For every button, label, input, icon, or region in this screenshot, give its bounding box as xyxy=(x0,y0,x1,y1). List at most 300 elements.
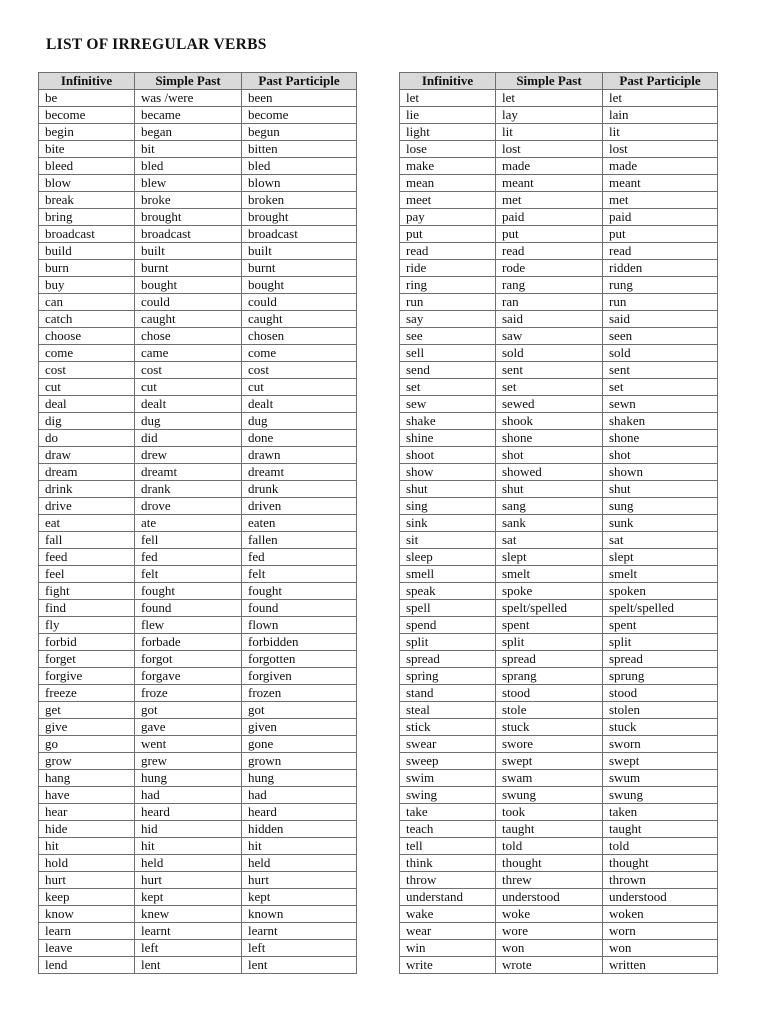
simple-past-cell: stuck xyxy=(496,719,603,736)
infinitive-cell: choose xyxy=(39,328,135,345)
simple-past-cell: forgave xyxy=(135,668,242,685)
past-participle-cell: slept xyxy=(603,549,718,566)
infinitive-cell: feel xyxy=(39,566,135,583)
table-row xyxy=(39,362,357,379)
past-participle-cell: done xyxy=(242,430,357,447)
header-infinitive: Infinitive xyxy=(39,73,135,90)
table-row xyxy=(39,141,357,158)
simple-past-cell: taught xyxy=(496,821,603,838)
table-row xyxy=(400,481,718,498)
infinitive-cell: put xyxy=(400,226,496,243)
table-row xyxy=(400,566,718,583)
past-participle-cell: spelt/spelled xyxy=(603,600,718,617)
infinitive-cell: think xyxy=(400,855,496,872)
table-row xyxy=(400,736,718,753)
simple-past-cell: swam xyxy=(496,770,603,787)
simple-past-cell: won xyxy=(496,940,603,957)
past-participle-cell: heard xyxy=(242,804,357,821)
table-row xyxy=(39,804,357,821)
infinitive-cell: feed xyxy=(39,549,135,566)
table-row xyxy=(39,90,357,107)
past-participle-cell: sung xyxy=(603,498,718,515)
table-row xyxy=(39,464,357,481)
simple-past-cell: drew xyxy=(135,447,242,464)
infinitive-cell: build xyxy=(39,243,135,260)
table-row xyxy=(400,447,718,464)
page-title: LIST OF IRREGULAR VERBS xyxy=(46,36,267,53)
infinitive-cell: eat xyxy=(39,515,135,532)
table-row xyxy=(400,209,718,226)
past-participle-cell: begun xyxy=(242,124,357,141)
table-row xyxy=(400,668,718,685)
past-participle-cell: hidden xyxy=(242,821,357,838)
infinitive-cell: bring xyxy=(39,209,135,226)
past-participle-cell: stuck xyxy=(603,719,718,736)
infinitive-cell: ride xyxy=(400,260,496,277)
simple-past-cell: knew xyxy=(135,906,242,923)
infinitive-cell: lie xyxy=(400,107,496,124)
simple-past-cell: held xyxy=(135,855,242,872)
past-participle-cell: sworn xyxy=(603,736,718,753)
infinitive-cell: swim xyxy=(400,770,496,787)
simple-past-cell: gave xyxy=(135,719,242,736)
simple-past-cell: blew xyxy=(135,175,242,192)
table-row xyxy=(400,430,718,447)
past-participle-cell: come xyxy=(242,345,357,362)
past-participle-cell: swum xyxy=(603,770,718,787)
past-participle-cell: drunk xyxy=(242,481,357,498)
past-participle-cell: lain xyxy=(603,107,718,124)
simple-past-cell: had xyxy=(135,787,242,804)
table-header-row xyxy=(39,73,357,90)
table-row xyxy=(400,243,718,260)
past-participle-cell: rung xyxy=(603,277,718,294)
simple-past-cell: became xyxy=(135,107,242,124)
infinitive-cell: write xyxy=(400,957,496,974)
infinitive-cell: can xyxy=(39,294,135,311)
simple-past-cell: paid xyxy=(496,209,603,226)
table-row xyxy=(39,328,357,345)
simple-past-cell: swept xyxy=(496,753,603,770)
infinitive-cell: freeze xyxy=(39,685,135,702)
table-row xyxy=(39,736,357,753)
simple-past-cell: cost xyxy=(135,362,242,379)
simple-past-cell: ate xyxy=(135,515,242,532)
infinitive-cell: sew xyxy=(400,396,496,413)
past-participle-cell: sprung xyxy=(603,668,718,685)
infinitive-cell: meet xyxy=(400,192,496,209)
simple-past-cell: lit xyxy=(496,124,603,141)
infinitive-cell: sing xyxy=(400,498,496,515)
header-past-participle: Past Participle xyxy=(603,73,718,90)
simple-past-cell: sat xyxy=(496,532,603,549)
infinitive-cell: shoot xyxy=(400,447,496,464)
table-row xyxy=(39,396,357,413)
infinitive-cell: deal xyxy=(39,396,135,413)
simple-past-cell: chose xyxy=(135,328,242,345)
infinitive-cell: draw xyxy=(39,447,135,464)
infinitive-cell: smell xyxy=(400,566,496,583)
infinitive-cell: spell xyxy=(400,600,496,617)
past-participle-cell: held xyxy=(242,855,357,872)
simple-past-cell: sang xyxy=(496,498,603,515)
simple-past-cell: forbade xyxy=(135,634,242,651)
table-row xyxy=(39,243,357,260)
infinitive-cell: go xyxy=(39,736,135,753)
infinitive-cell: mean xyxy=(400,175,496,192)
table-row xyxy=(39,532,357,549)
past-participle-cell: forgiven xyxy=(242,668,357,685)
infinitive-cell: read xyxy=(400,243,496,260)
past-participle-cell: known xyxy=(242,906,357,923)
infinitive-cell: find xyxy=(39,600,135,617)
table-row xyxy=(400,855,718,872)
past-participle-cell: sent xyxy=(603,362,718,379)
table-row xyxy=(39,906,357,923)
past-participle-cell: sewn xyxy=(603,396,718,413)
infinitive-cell: break xyxy=(39,192,135,209)
past-participle-cell: got xyxy=(242,702,357,719)
infinitive-cell: cut xyxy=(39,379,135,396)
table-row xyxy=(39,209,357,226)
infinitive-cell: learn xyxy=(39,923,135,940)
table-row xyxy=(39,855,357,872)
past-participle-cell: broadcast xyxy=(242,226,357,243)
past-participle-cell: split xyxy=(603,634,718,651)
table-row xyxy=(39,617,357,634)
past-participle-cell: lost xyxy=(603,141,718,158)
past-participle-cell: dug xyxy=(242,413,357,430)
simple-past-cell: wrote xyxy=(496,957,603,974)
infinitive-cell: do xyxy=(39,430,135,447)
simple-past-cell: left xyxy=(135,940,242,957)
table-row xyxy=(400,413,718,430)
past-participle-cell: shaken xyxy=(603,413,718,430)
infinitive-cell: show xyxy=(400,464,496,481)
simple-past-cell: showed xyxy=(496,464,603,481)
infinitive-cell: bite xyxy=(39,141,135,158)
infinitive-cell: take xyxy=(400,804,496,821)
infinitive-cell: keep xyxy=(39,889,135,906)
simple-past-cell: took xyxy=(496,804,603,821)
table-row xyxy=(39,702,357,719)
past-participle-cell: smelt xyxy=(603,566,718,583)
past-participle-cell: won xyxy=(603,940,718,957)
infinitive-cell: shine xyxy=(400,430,496,447)
simple-past-cell: built xyxy=(135,243,242,260)
infinitive-cell: win xyxy=(400,940,496,957)
past-participle-cell: cut xyxy=(242,379,357,396)
infinitive-cell: send xyxy=(400,362,496,379)
past-participle-cell: paid xyxy=(603,209,718,226)
table-row xyxy=(39,260,357,277)
past-participle-cell: meant xyxy=(603,175,718,192)
simple-past-cell: read xyxy=(496,243,603,260)
infinitive-cell: sweep xyxy=(400,753,496,770)
past-participle-cell: seen xyxy=(603,328,718,345)
past-participle-cell: spoken xyxy=(603,583,718,600)
table-row xyxy=(400,226,718,243)
infinitive-cell: see xyxy=(400,328,496,345)
simple-past-cell: hurt xyxy=(135,872,242,889)
simple-past-cell: put xyxy=(496,226,603,243)
infinitive-cell: buy xyxy=(39,277,135,294)
past-participle-cell: broken xyxy=(242,192,357,209)
infinitive-cell: forbid xyxy=(39,634,135,651)
simple-past-cell: drove xyxy=(135,498,242,515)
table-row xyxy=(39,923,357,940)
verb-table-body xyxy=(39,90,357,974)
infinitive-cell: become xyxy=(39,107,135,124)
infinitive-cell: shut xyxy=(400,481,496,498)
infinitive-cell: get xyxy=(39,702,135,719)
table-row xyxy=(39,787,357,804)
simple-past-cell: fed xyxy=(135,549,242,566)
past-participle-cell: spread xyxy=(603,651,718,668)
past-participle-cell: lit xyxy=(603,124,718,141)
simple-past-cell: fought xyxy=(135,583,242,600)
table-row xyxy=(39,345,357,362)
infinitive-cell: swear xyxy=(400,736,496,753)
simple-past-cell: cut xyxy=(135,379,242,396)
past-participle-cell: stolen xyxy=(603,702,718,719)
simple-past-cell: drank xyxy=(135,481,242,498)
simple-past-cell: split xyxy=(496,634,603,651)
verb-table-right xyxy=(399,72,718,974)
table-row xyxy=(400,600,718,617)
table-row xyxy=(39,158,357,175)
table-row xyxy=(400,294,718,311)
table-row xyxy=(400,685,718,702)
infinitive-cell: lose xyxy=(400,141,496,158)
infinitive-cell: hurt xyxy=(39,872,135,889)
simple-past-cell: broadcast xyxy=(135,226,242,243)
table-row xyxy=(39,940,357,957)
simple-past-cell: stole xyxy=(496,702,603,719)
table-row xyxy=(400,923,718,940)
simple-past-cell: broke xyxy=(135,192,242,209)
past-participle-cell: dreamt xyxy=(242,464,357,481)
past-participle-cell: caught xyxy=(242,311,357,328)
table-row xyxy=(39,498,357,515)
infinitive-cell: say xyxy=(400,311,496,328)
infinitive-cell: leave xyxy=(39,940,135,957)
past-participle-cell: fought xyxy=(242,583,357,600)
verb-table-body xyxy=(400,90,718,974)
past-participle-cell: worn xyxy=(603,923,718,940)
table-row xyxy=(400,702,718,719)
infinitive-cell: know xyxy=(39,906,135,923)
past-participle-cell: met xyxy=(603,192,718,209)
past-participle-cell: bitten xyxy=(242,141,357,158)
simple-past-cell: hung xyxy=(135,770,242,787)
past-participle-cell: swept xyxy=(603,753,718,770)
infinitive-cell: hang xyxy=(39,770,135,787)
past-participle-cell: dealt xyxy=(242,396,357,413)
infinitive-cell: tell xyxy=(400,838,496,855)
infinitive-cell: spend xyxy=(400,617,496,634)
past-participle-cell: drawn xyxy=(242,447,357,464)
past-participle-cell: flown xyxy=(242,617,357,634)
past-participle-cell: woken xyxy=(603,906,718,923)
past-participle-cell: made xyxy=(603,158,718,175)
table-row xyxy=(400,889,718,906)
infinitive-cell: set xyxy=(400,379,496,396)
past-participle-cell: built xyxy=(242,243,357,260)
infinitive-cell: burn xyxy=(39,260,135,277)
table-row xyxy=(400,328,718,345)
simple-past-cell: saw xyxy=(496,328,603,345)
table-row xyxy=(400,583,718,600)
header-simple-past: Simple Past xyxy=(496,73,603,90)
past-participle-cell: grown xyxy=(242,753,357,770)
simple-past-cell: swore xyxy=(496,736,603,753)
header-simple-past: Simple Past xyxy=(135,73,242,90)
table-row xyxy=(39,583,357,600)
table-row xyxy=(400,651,718,668)
past-participle-cell: ridden xyxy=(603,260,718,277)
table-row xyxy=(39,192,357,209)
infinitive-cell: drink xyxy=(39,481,135,498)
infinitive-cell: drive xyxy=(39,498,135,515)
past-participle-cell: put xyxy=(603,226,718,243)
table-row xyxy=(39,226,357,243)
past-participle-cell: let xyxy=(603,90,718,107)
table-row xyxy=(400,532,718,549)
infinitive-cell: lend xyxy=(39,957,135,974)
simple-past-cell: brought xyxy=(135,209,242,226)
infinitive-cell: dig xyxy=(39,413,135,430)
past-participle-cell: could xyxy=(242,294,357,311)
table-row xyxy=(39,277,357,294)
past-participle-cell: taken xyxy=(603,804,718,821)
table-row xyxy=(39,889,357,906)
table-row xyxy=(39,447,357,464)
infinitive-cell: give xyxy=(39,719,135,736)
past-participle-cell: said xyxy=(603,311,718,328)
table-row xyxy=(39,549,357,566)
table-row xyxy=(400,753,718,770)
past-participle-cell: swung xyxy=(603,787,718,804)
past-participle-cell: bled xyxy=(242,158,357,175)
simple-past-cell: came xyxy=(135,345,242,362)
past-participle-cell: shown xyxy=(603,464,718,481)
table-row xyxy=(39,872,357,889)
simple-past-cell: smelt xyxy=(496,566,603,583)
infinitive-cell: blow xyxy=(39,175,135,192)
table-row xyxy=(39,430,357,447)
infinitive-cell: stand xyxy=(400,685,496,702)
table-row xyxy=(400,90,718,107)
simple-past-cell: woke xyxy=(496,906,603,923)
simple-past-cell: met xyxy=(496,192,603,209)
past-participle-cell: read xyxy=(603,243,718,260)
infinitive-cell: dream xyxy=(39,464,135,481)
table-row xyxy=(400,379,718,396)
infinitive-cell: have xyxy=(39,787,135,804)
past-participle-cell: set xyxy=(603,379,718,396)
infinitive-cell: forget xyxy=(39,651,135,668)
infinitive-cell: be xyxy=(39,90,135,107)
past-participle-cell: sat xyxy=(603,532,718,549)
header-past-participle: Past Participle xyxy=(242,73,357,90)
simple-past-cell: caught xyxy=(135,311,242,328)
infinitive-cell: understand xyxy=(400,889,496,906)
table-row xyxy=(400,787,718,804)
table-row xyxy=(39,685,357,702)
simple-past-cell: did xyxy=(135,430,242,447)
infinitive-cell: split xyxy=(400,634,496,651)
table-row xyxy=(39,957,357,974)
infinitive-cell: shake xyxy=(400,413,496,430)
infinitive-cell: wake xyxy=(400,906,496,923)
table-row xyxy=(39,566,357,583)
simple-past-cell: hid xyxy=(135,821,242,838)
simple-past-cell: stood xyxy=(496,685,603,702)
table-row xyxy=(39,107,357,124)
table-row xyxy=(400,515,718,532)
simple-past-cell: threw xyxy=(496,872,603,889)
past-participle-cell: become xyxy=(242,107,357,124)
table-row xyxy=(400,838,718,855)
past-participle-cell: run xyxy=(603,294,718,311)
table-row xyxy=(39,294,357,311)
infinitive-cell: forgive xyxy=(39,668,135,685)
table-row xyxy=(39,311,357,328)
simple-past-cell: lay xyxy=(496,107,603,124)
past-participle-cell: written xyxy=(603,957,718,974)
simple-past-cell: rang xyxy=(496,277,603,294)
table-row xyxy=(400,634,718,651)
infinitive-cell: spread xyxy=(400,651,496,668)
simple-past-cell: went xyxy=(135,736,242,753)
past-participle-cell: brought xyxy=(242,209,357,226)
past-participle-cell: bought xyxy=(242,277,357,294)
simple-past-cell: dug xyxy=(135,413,242,430)
past-participle-cell: eaten xyxy=(242,515,357,532)
infinitive-cell: swing xyxy=(400,787,496,804)
past-participle-cell: learnt xyxy=(242,923,357,940)
simple-past-cell: let xyxy=(496,90,603,107)
simple-past-cell: set xyxy=(496,379,603,396)
infinitive-cell: fall xyxy=(39,532,135,549)
simple-past-cell: wore xyxy=(496,923,603,940)
table-row xyxy=(39,753,357,770)
simple-past-cell: got xyxy=(135,702,242,719)
simple-past-cell: froze xyxy=(135,685,242,702)
infinitive-cell: wear xyxy=(400,923,496,940)
past-participle-cell: thought xyxy=(603,855,718,872)
table-row xyxy=(400,464,718,481)
past-participle-cell: sunk xyxy=(603,515,718,532)
simple-past-cell: spread xyxy=(496,651,603,668)
simple-past-cell: bit xyxy=(135,141,242,158)
simple-past-cell: was /were xyxy=(135,90,242,107)
infinitive-cell: teach xyxy=(400,821,496,838)
table-row xyxy=(400,498,718,515)
simple-past-cell: heard xyxy=(135,804,242,821)
past-participle-cell: left xyxy=(242,940,357,957)
table-row xyxy=(400,192,718,209)
simple-past-cell: made xyxy=(496,158,603,175)
infinitive-cell: hide xyxy=(39,821,135,838)
table-row xyxy=(400,260,718,277)
simple-past-cell: swung xyxy=(496,787,603,804)
table-row xyxy=(400,549,718,566)
past-participle-cell: stood xyxy=(603,685,718,702)
table-row xyxy=(39,770,357,787)
past-participle-cell: fallen xyxy=(242,532,357,549)
